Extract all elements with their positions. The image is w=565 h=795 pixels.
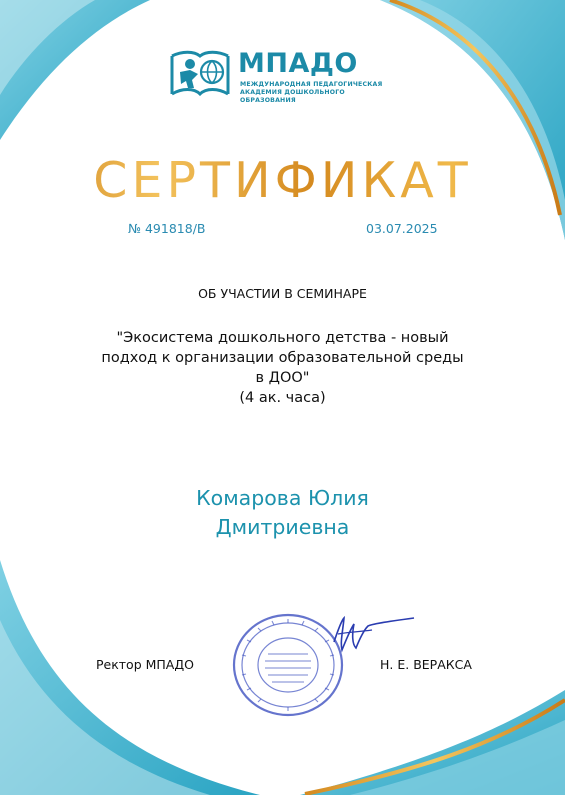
rector-label: Ректор МПАДО <box>96 657 194 672</box>
logo-title: МПАДО <box>238 48 358 79</box>
participation-heading: ОБ УЧАСТИИ В СЕМИНАРЕ <box>198 286 367 301</box>
recipient-name-line2: Дмитриевна <box>215 515 350 539</box>
signature-icon <box>328 612 418 662</box>
recipient-name-line1: Комарова Юлия <box>196 486 369 510</box>
certificate-number: № 491818/В <box>128 221 206 236</box>
logo-subtitle-line1: МЕЖДУНАРОДНАЯ ПЕДАГОГИЧЕСКАЯ <box>240 81 383 88</box>
recipient-name <box>0 484 565 542</box>
seminar-hours: (4 ак. часа) <box>239 390 326 406</box>
signer-name: Н. Е. ВЕРАКСА <box>380 657 472 672</box>
certificate-date: 03.07.2025 <box>366 221 438 236</box>
logo-subtitle <box>240 81 388 105</box>
certificate-title: СЕРТИФИКАТ <box>0 152 565 209</box>
mpado-logo <box>168 48 388 104</box>
logo-emblem-icon <box>168 50 232 98</box>
logo-subtitle-line2: АКАДЕМИЯ ДОШКОЛЬНОГО ОБРАЗОВАНИЯ <box>240 89 345 104</box>
seminar-block <box>100 328 465 408</box>
seminar-title: "Экосистема дошкольного детства - новый подход к организации образовательной среды в ДОО" <box>101 330 464 386</box>
